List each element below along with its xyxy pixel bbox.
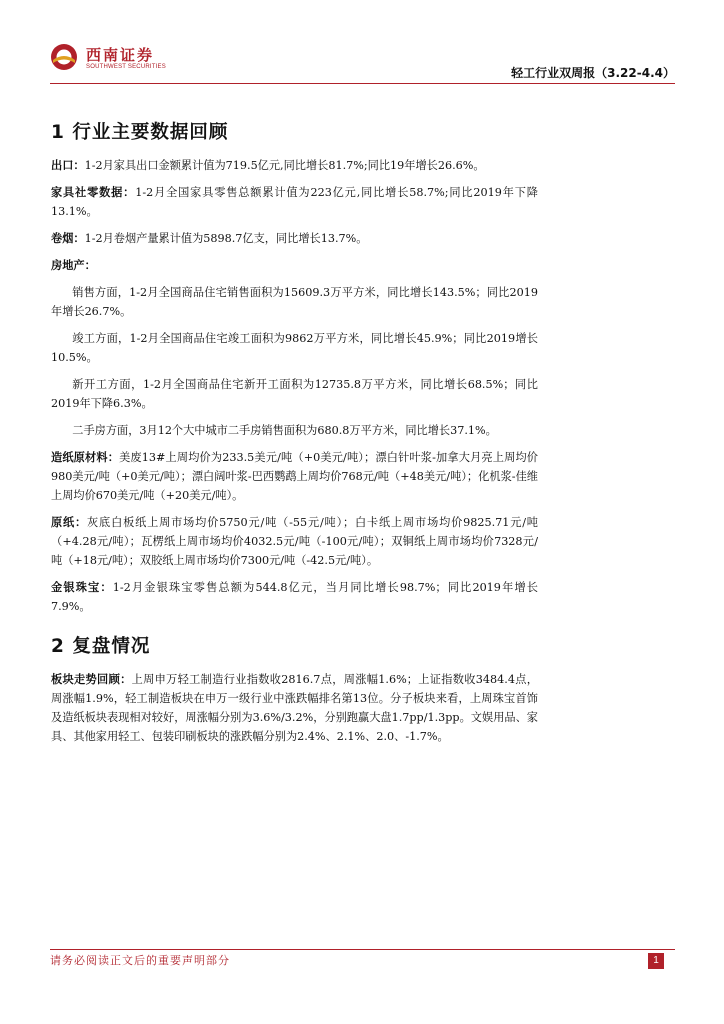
tobacco-paragraph: [51, 229, 538, 248]
pulp-paragraph: [51, 448, 538, 505]
pulp-label: 造纸原材料：: [51, 450, 120, 464]
page-number: 1: [648, 953, 664, 969]
main-content: [51, 118, 538, 746]
paper-paragraph: [51, 513, 538, 570]
sector-trend-label: 板块走势回顾：: [51, 672, 132, 686]
furniture-retail-label: 家具社零数据：: [51, 185, 136, 199]
export-label: 出口：: [51, 158, 85, 172]
jewelry-paragraph: [51, 578, 538, 616]
header-divider: [50, 83, 675, 84]
export-text: 1-2月家具出口金额累计值为719.5亿元,同比增长81.7%;同比19年增长26.6%。: [84, 159, 485, 172]
tobacco-text: 1-2月卷烟产量累计值为5898.7亿支，同比增长13.7%。: [84, 232, 368, 245]
realestate-label: 房地产：: [51, 258, 96, 272]
paper-text: 灰底白板纸上周市场均价5750元/吨（-55元/吨）；白卡纸上周市场均价9825.71元/吨（+4.28元/吨）；瓦楞纸上周市场均价4032.5元/吨（-100元/吨）；双铜纸上周市场均价7328元/吨（+18元/吨）；双胶纸上周市场均价7300元/吨（-42.5元/吨）。: [51, 516, 538, 567]
export-paragraph: [51, 156, 538, 175]
logo-emblem-icon: [50, 43, 78, 71]
realestate-sales-paragraph: 销售方面，1-2月全国商品住宅销售面积为15609.3万平方米，同比增长143.5%；同比2019年增长26.7%。: [51, 286, 538, 318]
realestate-newstart-paragraph: 新开工方面，1-2月全国商品住宅新开工面积为12735.8万平方米，同比增长68.5%；同比2019年下降6.3%。: [51, 378, 538, 410]
sector-trend-text: 上周申万轻工制造行业指数收2816.7点，周涨幅1.6%；上证指数收3484.4点，周涨幅1.9%，轻工制造板块在申万一级行业中涨跌幅排名第13位。分子板块来看，上周珠宝首饰及造纸板块表现相对较好，周涨幅分别为3.6%/3.2%，分别跑赢大盘1.7pp/1.3pp。文娱用品、家具、其他家用轻工、包装印刷板块的涨跌幅分别为2.4%、2.1%、2.0、-1.7%。: [51, 673, 538, 743]
sector-trend-paragraph: [51, 670, 538, 746]
disclaimer-note: 请务必阅读正文后的重要声明部分: [50, 954, 230, 967]
page-header: [50, 40, 675, 80]
furniture-retail-paragraph: [51, 183, 538, 221]
jewelry-label: 金银珠宝：: [51, 580, 113, 594]
section-1-heading: 1 行业主要数据回顾: [51, 122, 229, 143]
logo-english-name: SOUTHWEST SECURITIES: [86, 64, 166, 70]
report-title: 轻工行业双周报（3.22-4.4）: [511, 66, 675, 80]
pulp-text: 美废13#上周均价为233.5美元/吨（+0美元/吨）；漂白针叶浆-加拿大月亮上周均价980美元/吨（+0美元/吨）；漂白阔叶浆-巴西鹦鹉上周均价768元/吨（+48美元/吨）；化机浆-佳维上周均价670美元/吨（+20美元/吨）。: [51, 451, 538, 502]
footer-divider: [50, 949, 675, 950]
paper-label: 原纸：: [51, 515, 88, 529]
logo-chinese-name: 西南证券: [86, 46, 155, 64]
tobacco-label: 卷烟：: [51, 231, 85, 245]
jewelry-text: 1-2月金银珠宝零售总额为544.8亿元，当月同比增长98.7%；同比2019年增长7.9%。: [51, 581, 538, 613]
realestate-completion-paragraph: 竣工方面，1-2月全国商品住宅竣工面积为9862万平方米，同比增长45.9%；同比2019增长10.5%。: [51, 332, 538, 364]
section-2-heading: 2 复盘情况: [51, 636, 151, 657]
company-logo: [50, 40, 210, 76]
realestate-secondhand-paragraph: 二手房方面，3月12个大中城市二手房销售面积为680.8万平方米，同比增长37.1%。: [72, 424, 497, 437]
furniture-retail-text: 1-2月全国家具零售总额累计值为223亿元,同比增长58.7%;同比2019年下降13.1%。: [51, 186, 538, 218]
